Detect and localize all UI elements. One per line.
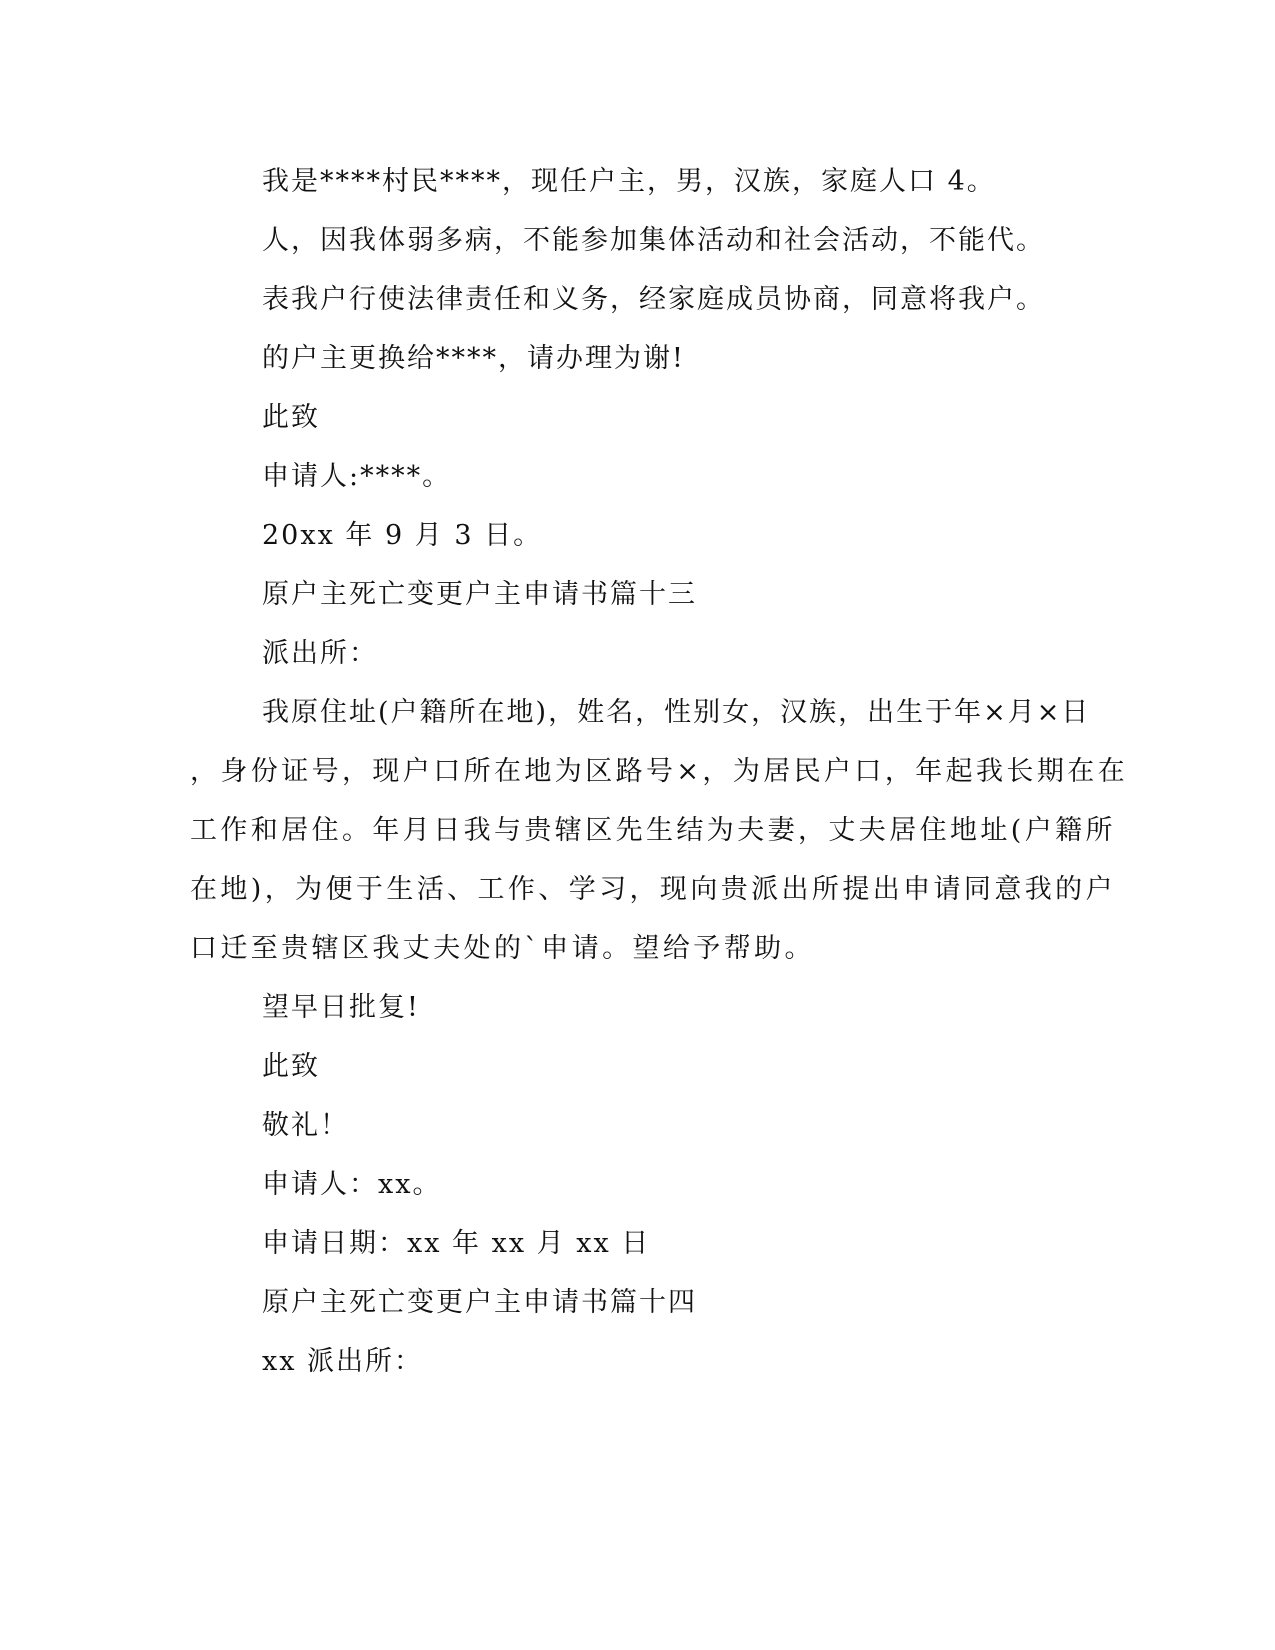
paragraph-line: 表我户行使法律责任和义务，经家庭成员协商，同意将我户。 <box>262 284 1045 315</box>
applicant-signature: 申请人:****。 <box>262 461 452 492</box>
paragraph-line: ，身份证号，现户口所在地为区路号×，为居民户口，年起我长期在在 <box>190 756 1129 787</box>
closing-salutation: 此致 <box>262 1051 320 1082</box>
paragraph-line: 的户主更换给****，请办理为谢! <box>262 343 685 374</box>
recipient-line: 派出所： <box>262 638 378 669</box>
paragraph-line: 工作和居住。年月日我与贵辖区先生结为夫妻，丈夫居住地址(户籍所 <box>190 815 1116 846</box>
closing-salutation: 此致 <box>262 402 320 433</box>
applicant-signature: 申请人：xx。 <box>262 1169 442 1200</box>
paragraph-line: 人，因我体弱多病，不能参加集体活动和社会活动，不能代。 <box>262 225 1045 256</box>
section-title: 原户主死亡变更户主申请书篇十三 <box>262 579 697 610</box>
paragraph-line: 我是****村民****，现任户主，男，汉族，家庭人口 4。 <box>262 166 996 197</box>
application-date: 申请日期：xx 年 xx 月 xx 日 <box>262 1228 651 1259</box>
paragraph-line: 望早日批复! <box>262 992 420 1023</box>
paragraph-line: 口迁至贵辖区我丈夫处的`申请。望给予帮助。 <box>190 933 815 964</box>
section-title: 原户主死亡变更户主申请书篇十四 <box>262 1287 697 1318</box>
paragraph-line: 在地)，为便于生活、工作、学习，现向贵派出所提出申请同意我的户 <box>190 874 1116 905</box>
paragraph-line: 我原住址(户籍所在地)，姓名，性别女，汉族，出生于年×月×日 <box>262 697 1091 728</box>
recipient-line: xx 派出所： <box>262 1346 424 1377</box>
application-date: 20xx 年 9 月 3 日。 <box>262 520 543 551</box>
closing-regards: 敬礼！ <box>262 1110 349 1141</box>
